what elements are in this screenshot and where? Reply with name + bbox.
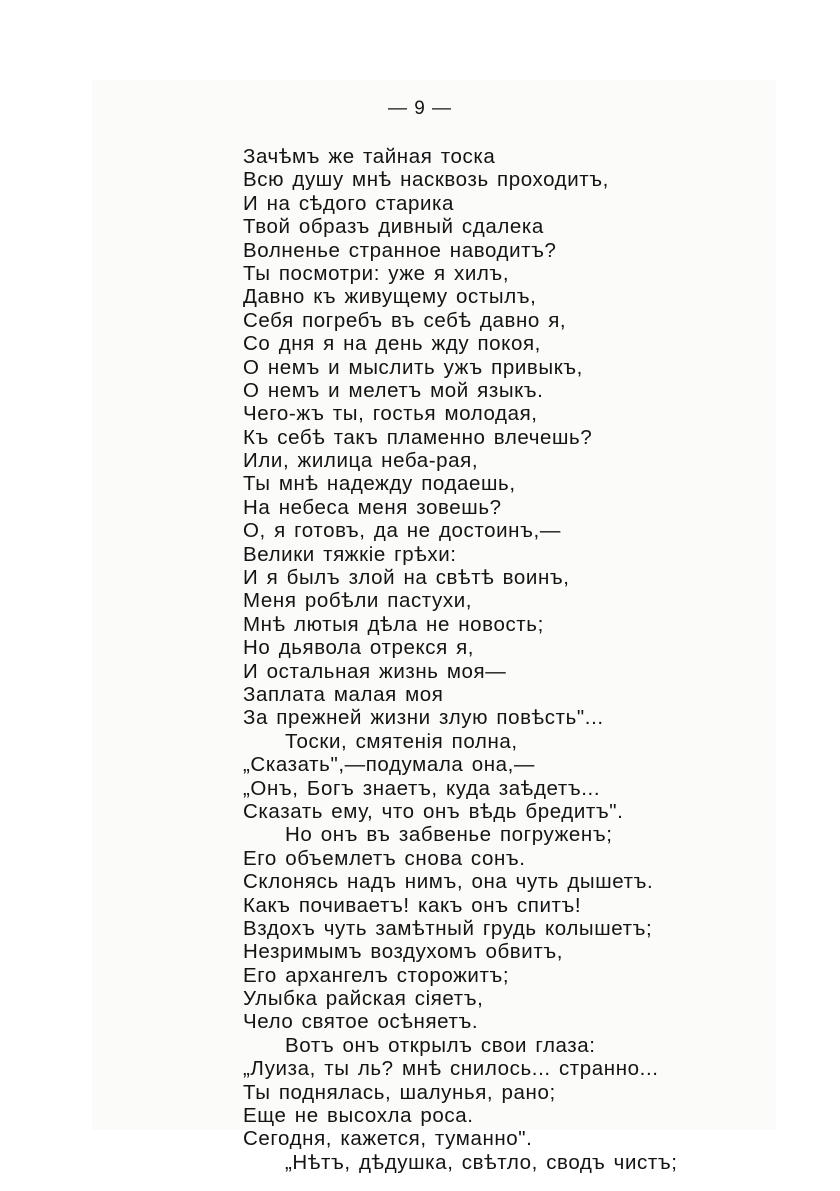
poem-line: Давно къ живущему остылъ, (243, 285, 537, 309)
poem-line: Но дьявола отрекся я, (243, 636, 475, 660)
poem-line: Вздохъ чуть замѣтный грудь колышетъ; (243, 916, 653, 940)
poem-line: Его объемлетъ снова сонъ. (243, 846, 526, 870)
poem-line: Ты посмотри: уже я хилъ, (243, 261, 510, 285)
poem-line: „Нѣтъ, дѣдушка, свѣтло, сводъ чистъ; (285, 1150, 678, 1174)
poem-line: Сказать ему, что онъ вѣдь бредитъ". (243, 799, 624, 823)
poem-line: Чело святое осѣняетъ. (243, 1010, 479, 1034)
poem-line: Твой образъ дивный сдалека (243, 215, 544, 239)
poem-line: И остальная жизнь моя— (243, 659, 507, 683)
poem-line: Мнѣ лютыя дѣла не новость; (243, 612, 544, 636)
poem-line: О немъ и мыслить ужъ привыкъ, (243, 355, 583, 379)
poem-line: О немъ и мелетъ мой языкъ. (243, 378, 544, 402)
poem-line: Чего-жъ ты, гостья молодая, (243, 402, 538, 426)
poem-line: Волненье странное наводитъ? (243, 238, 557, 262)
poem-line: Вотъ онъ открылъ свои глаза: (285, 1033, 596, 1057)
poem-line: Ты мнѣ надежду подаешь, (243, 472, 516, 496)
poem-line: Или, жилица неба-рая, (243, 449, 479, 473)
poem-line: На небеса меня зовешь? (243, 495, 502, 519)
poem-line: „Сказать",—подумала она,— (243, 753, 536, 777)
poem-line: Меня робѣли пастухи, (243, 589, 473, 613)
poem-line: Сегодня, кажется, туманно". (243, 1127, 533, 1151)
poem-line: Себя погребъ въ себѣ давно я, (243, 308, 567, 332)
poem-line: Улыбка райская сіяетъ, (243, 987, 484, 1011)
poem-line: Заплата малая моя (243, 682, 444, 706)
poem-line: Склонясь надъ нимъ, она чуть дышетъ. (243, 870, 654, 894)
poem-line: Къ себѣ такъ пламенно влечешь? (243, 425, 593, 449)
poem-line: И на сѣдого старика (243, 191, 455, 215)
poem-line: Со дня я на день жду покоя, (243, 332, 541, 356)
poem-line: „Онъ, Богъ знаетъ, куда заѣдетъ... (243, 776, 601, 800)
poem-line: Какъ почиваетъ! какъ онъ спитъ! (243, 893, 582, 917)
poem-line: Его архангелъ сторожитъ; (243, 963, 510, 987)
poem-line: Всю душу мнѣ насквозь проходитъ, (243, 168, 609, 192)
poem-line: Велики тяжкіе грѣхи: (243, 542, 457, 566)
poem-line: За прежней жизни злую повѣсть"... (243, 706, 604, 730)
poem-line: Но онъ въ забвенье погруженъ; (285, 823, 613, 847)
poem-line: Зачѣмъ же тайная тоска (243, 145, 496, 168)
poem-line: И я былъ злой на свѣтѣ воинъ, (243, 566, 570, 590)
poem-line: „Луиза, ты ль? мнѣ снилось... странно... (243, 1057, 659, 1081)
poem-line: Еще не высохла роса. (243, 1104, 474, 1128)
poem-line: Ты поднялась, шалунья, рано; (243, 1080, 556, 1104)
poem-text (243, 145, 743, 1174)
poem-line: Незримымъ воздухомъ обвитъ, (243, 940, 564, 964)
page-number: — 9 — (387, 98, 453, 119)
poem-line: Тоски, смятенія полна, (285, 729, 518, 753)
poem-line: О, я готовъ, да не достоинъ,— (243, 519, 561, 543)
